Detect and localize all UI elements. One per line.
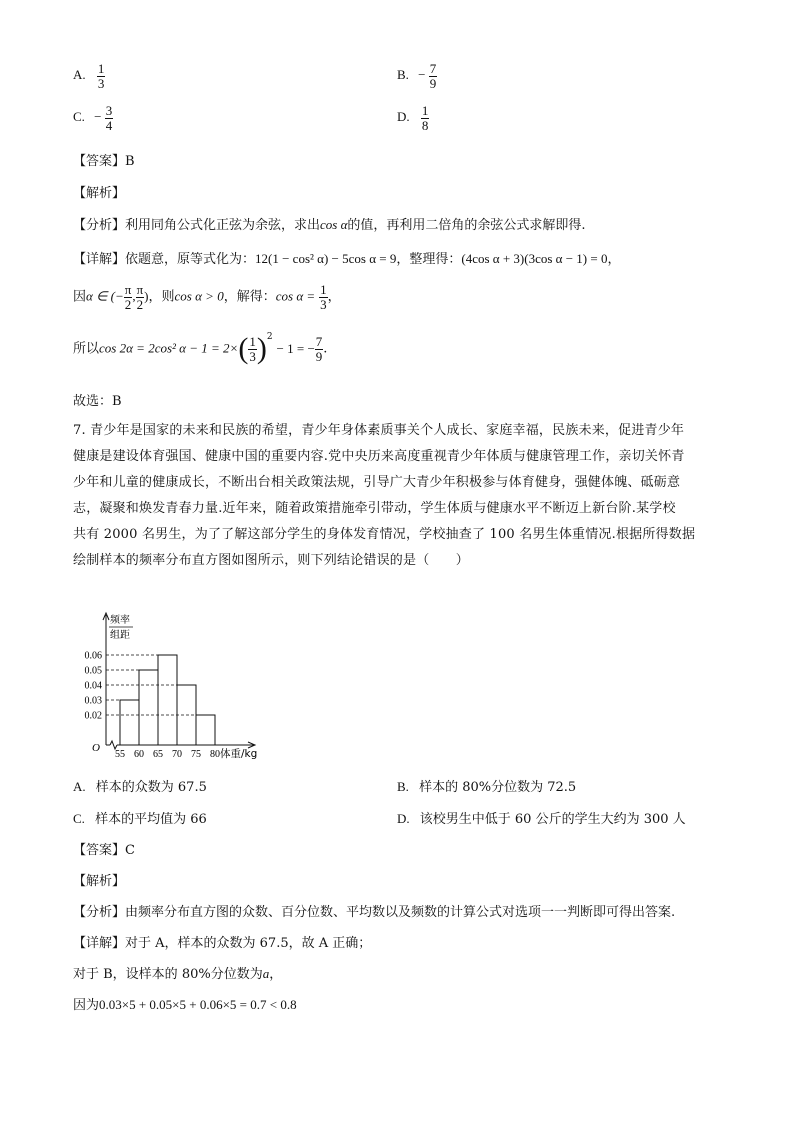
histogram-bar	[158, 655, 177, 745]
histogram-bar	[196, 715, 215, 745]
q7-option-c[interactable]: C. 样本的平均值为 66	[73, 811, 207, 827]
q6-detail-line2: 因α ∈ (− $\frac{\pi}{2}$ , $\frac{\pi}{2}$ )，则cos α > 0，解得：cos α = $\frac{1}{3}$ ，	[73, 282, 341, 312]
y-label-numerator: 频率	[110, 615, 130, 626]
option-c[interactable]	[73, 104, 113, 132]
stem-line: 少年和儿童的健康成长，不断出台相关政策法规，引导广大青少年积极参与体育健身，强健体魄、砥砺意	[73, 475, 681, 490]
q7-option-b[interactable]: B. 样本的 80%分位数为 72.5	[397, 779, 577, 795]
y-tick-label: 0.03	[84, 695, 102, 707]
q6-choice: 故选：B	[73, 394, 122, 409]
frequency-histogram	[70, 605, 290, 765]
fraction: $\frac{1}{3}$	[249, 333, 256, 364]
fraction: $\frac{7}{9}$	[315, 333, 323, 364]
fraction: $\frac{3}{4}$	[105, 103, 113, 133]
minus-sign: −	[94, 109, 102, 125]
stem-line: 健康是建设体育强国、健康中国的重要内容.党中央历来高度重视青少年体质与健康管理工作，亲切关怀青	[73, 449, 685, 464]
stem-line: 绘制样本的频率分布直方图如图所示，则下列结论错误的是（ ）	[73, 553, 470, 568]
fraction: $\frac{\pi}{2}$	[124, 282, 132, 312]
option-label: C.	[73, 109, 85, 125]
stem-line: 志，凝聚和焕发青春力量.近年来，随着政策措施牵引带动，学生体质与健康水平不断迈上新台阶.某学校	[73, 501, 676, 516]
y-label-denominator: 组距	[110, 630, 130, 641]
left-paren: (	[238, 332, 249, 365]
option-b[interactable]	[397, 62, 437, 90]
fraction: $\frac{7}{9}$	[429, 61, 437, 91]
x-tick-label: 55	[115, 749, 125, 760]
q7-answer: 【答案】C	[73, 843, 135, 858]
q7-stem	[73, 418, 733, 574]
y-tick-label: 0.02	[84, 710, 102, 722]
histogram-bar	[120, 700, 139, 745]
q7-option-a[interactable]: A. 样本的众数为 67.5	[73, 779, 207, 795]
fraction: $\frac{1}{3}$	[97, 61, 105, 91]
x-axis-label: 体重/kg	[220, 748, 258, 760]
q6-analysis-heading: 【解析】	[73, 186, 126, 201]
q7-analysis-heading: 【解析】	[73, 874, 126, 889]
minus-sign: −	[418, 67, 426, 83]
x-tick-label: 65	[153, 749, 163, 760]
fraction: $\frac{\pi}{2}$	[136, 282, 144, 312]
q6-detail-line3: 所以cos 2α = 2cos² α − 1 = 2×( $\frac{1}{3}$ )$^2$− 1 = − $\frac{7}{9}$ .	[73, 332, 328, 365]
stem-line: 7. 青少年是国家的未来和民族的希望，青少年身体素质事关个人成长、家庭幸福，民族未来，促进青少年	[73, 423, 685, 438]
q6-detail-line1: 【详解】依题意，原等式化为：12(1 − cos² α) − 5cos α = 9，整理得：(4cos α + 3)(3cos α − 1) = 0，	[73, 251, 621, 267]
y-tick-label: 0.06	[84, 650, 102, 662]
x-tick-label: 60	[134, 749, 144, 760]
y-tick-label: 0.05	[84, 665, 102, 677]
q7-fenxi: 【分析】由频率分布直方图的众数、百分位数、平均数以及频数的计算公式对选项一一判断即可得出答案.	[73, 905, 676, 920]
stem-line: 共有 2000 名男生，为了了解这部分学生的身体发育情况，学校抽查了 100 名男生体重情况.根据所得数据	[73, 527, 696, 542]
y-tick-label: 0.04	[84, 680, 102, 692]
option-d[interactable]	[397, 104, 429, 132]
q6-fenxi: 【分析】利用同角公式化正弦为余弦，求出cos α的值，再利用二倍角的余弦公式求解即得.	[73, 217, 586, 233]
right-paren: )	[256, 332, 267, 365]
x-tick-label: 75	[191, 749, 201, 760]
x-tick-label: 70	[172, 749, 182, 760]
q7-detail-line1: 【详解】对于 A，样本的众数为 67.5，故 A 正确；	[73, 936, 372, 951]
q7-detail-line2: 对于 B，设样本的 80%分位数为a，	[73, 966, 283, 982]
fraction: $\frac{1}{3}$	[320, 282, 327, 312]
q7-option-d[interactable]: D. 该校男生中低于 60 公斤的学生大约为 300 人	[397, 811, 686, 827]
fraction: $\frac{1}{8}$	[421, 103, 429, 133]
option-a[interactable]	[73, 62, 105, 90]
q6-answer: 【答案】B	[73, 154, 135, 169]
option-label: A.	[73, 67, 86, 83]
histogram-bar	[139, 670, 158, 745]
origin-label: O	[92, 742, 100, 754]
option-label: D.	[397, 109, 410, 125]
x-tick-label: 80	[210, 749, 220, 760]
option-label: B.	[397, 67, 409, 83]
q7-detail-line3: 因为0.03×5 + 0.05×5 + 0.06×5 = 0.7 < 0.8	[73, 997, 297, 1013]
axis-break-icon	[110, 741, 117, 749]
